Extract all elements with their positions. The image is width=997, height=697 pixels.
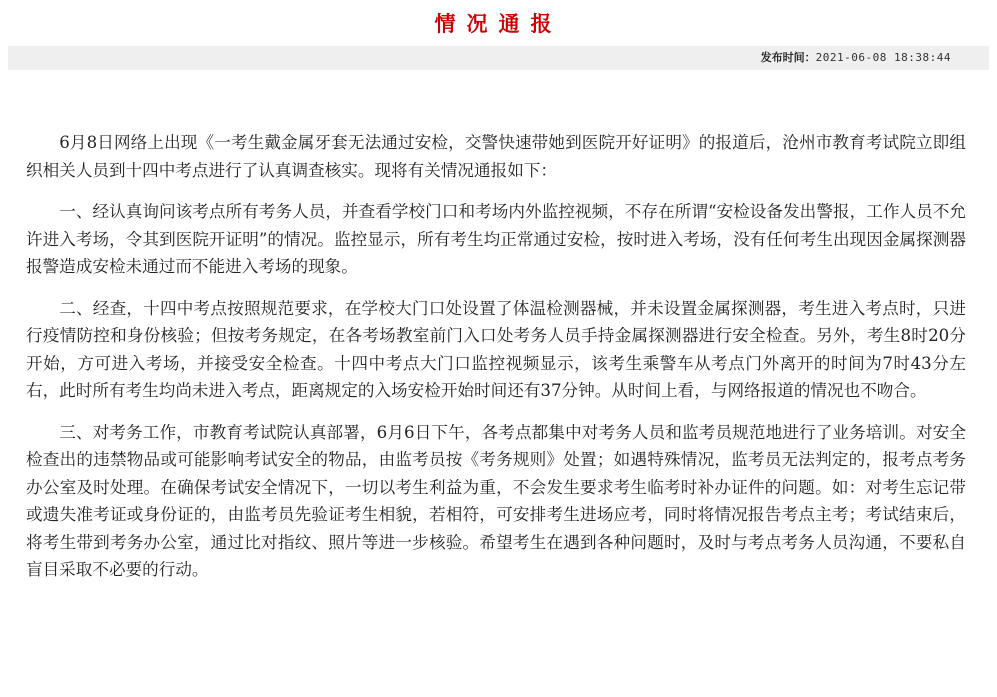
paragraph-three: 三、对考务工作，市教育考试院认真部署，6月6日下午，各考点都集中对考务人员和监考员规范地进行了业务培训。对安全检查出的违禁物品或可能影响考试安全的物品，由监考员按《考务规则》处置；如遇特殊情况，监考员无法判定的，报考点考务办公室及时处理。在确保考试安全情况下，一切以考生利益为重，不会发生要求考生临考时补办证件的问题。如：对考生忘记带或遗失准考证或身份证的，由监考员先验证考生相貌，若相符，可安排考生进场应考，同时将情况报告考点主考；考试结束后，将考生带到考务办公室，通过比对指纹、照片等进一步核验。希望考生在遇到各种问题时，及时与考点考务人员沟通，不要私自盲目采取不必要的行动。 [26,422,966,579]
paragraph-two: 二、经查，十四中考点按照规范要求，在学校大门口处设置了体温检测器械，并未设置金属探测器，考生进入考点时，只进行疫情防控和身份核验；但按考务规定，在各考场教室前门入口处考务人员手持金属探测器进行安全检查。另外，考生8时20分开始，方可进入考场，并接受安全检查。十四中考点大门口监控视频显示，该考生乘警车从考点门外离开的时间为7时43分左右，此时所有考生均尚未进入考点，距离规定的入场安检开始时间还有37分钟。从时间上看，与网络报道的情况也不吻合。 [26,298,966,400]
paragraph-intro: 6月8日网络上出现《一考生戴金属牙套无法通过安检，交警快速带她到医院开好证明》的报道后，沧州市教育考试院立即组织相关人员到十四中考点进行了认真调查核实。现将有关情况通报如下： [26,133,966,180]
paragraph-one: 一、经认真询问该考点所有考务人员，并查看学校门口和考场内外监控视频，不存在所谓“安检设备发出警报，工作人员不允许进入考场，令其到医院开证明”的情况。监控显示，所有考生均正常通过安检，按时进入考场，没有任何考生出现因金属探测器报警造成安检未通过而不能进入考场的现象。 [26,202,966,276]
publish-info-bar [8,46,989,70]
page-title: 情况通报 [434,12,563,36]
publish-time-value: 2021-06-08 18:38:44 [815,51,951,64]
publish-time-label: 发布时间： [760,51,816,64]
article-body [26,129,966,598]
